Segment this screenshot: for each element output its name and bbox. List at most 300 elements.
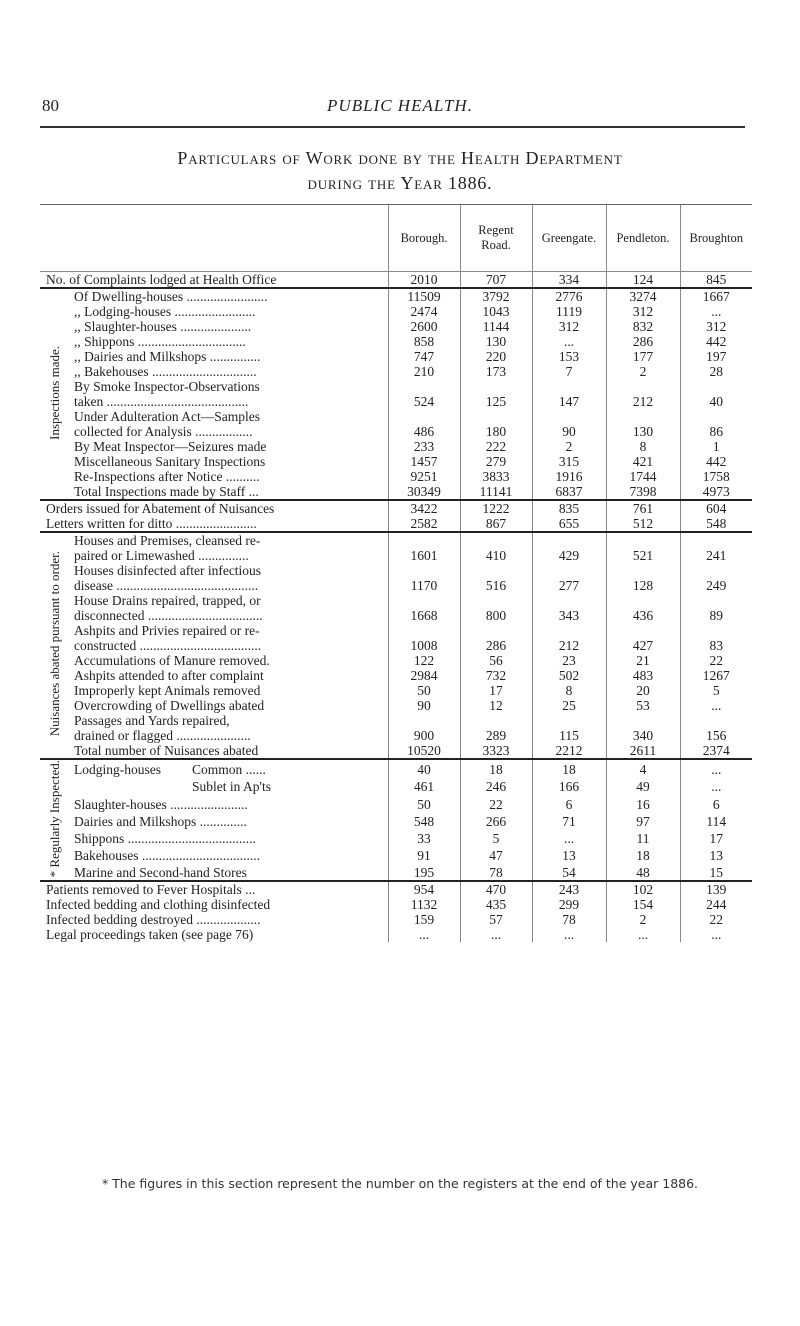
cell-value: 6 — [680, 794, 752, 811]
cell-value: 867 — [460, 516, 532, 532]
cell-value: 2776 — [532, 288, 606, 304]
inspection-row — [40, 349, 752, 364]
cell-value: ... — [680, 927, 752, 942]
cell-value: 139 — [680, 881, 752, 897]
cell-value: 47 — [460, 846, 532, 863]
cell-value: 266 — [460, 812, 532, 829]
cell-value: 166 — [532, 777, 606, 794]
cell-value: 343 — [532, 608, 606, 623]
cell-value: 2212 — [532, 743, 606, 759]
cell-value: 2 — [532, 439, 606, 454]
header-blank — [40, 205, 388, 272]
section-side-label — [40, 759, 68, 881]
cell-value: 159 — [388, 912, 460, 927]
col-header-borough: Borough. — [388, 205, 460, 272]
cell-value: ... — [680, 698, 752, 713]
cell-value: 299 — [532, 897, 606, 912]
cell-value: 3422 — [388, 500, 460, 516]
row-label: ,, Bakehouses ............................... — [74, 364, 257, 379]
row-label: By Smoke Inspector-Observations — [74, 379, 260, 394]
cell-value — [532, 713, 606, 728]
footnote: * The figures in this section represent the number on the registers at the end of the year 1886. — [101, 1176, 699, 1191]
cell-value: 502 — [532, 668, 606, 683]
cell-value: 858 — [388, 334, 460, 349]
nuisance-row — [40, 698, 752, 713]
nuisance-row — [40, 653, 752, 668]
row-label: ,, Shippons ................................ — [74, 334, 246, 349]
row-label: Slaughter-houses ....................... — [74, 796, 248, 812]
cell-value: 442 — [680, 454, 752, 469]
inspection-row — [40, 469, 752, 484]
cell-value: 244 — [680, 897, 752, 912]
cell-value: 6837 — [532, 484, 606, 500]
cell-value: 195 — [388, 863, 460, 881]
cell-value: 40 — [388, 759, 460, 777]
running-head: PUBLIC HEALTH. — [327, 96, 473, 115]
cell-value — [388, 532, 460, 548]
cell-value — [680, 532, 752, 548]
column-header-row — [40, 205, 752, 272]
row-label: Ashpits attended to after complaint — [74, 668, 264, 683]
cell-value — [606, 563, 680, 578]
cell-value — [532, 623, 606, 638]
cell-value: 11 — [606, 829, 680, 846]
cell-value: 800 — [460, 608, 532, 623]
cell-value: 7 — [532, 364, 606, 379]
cell-value: 8 — [532, 683, 606, 698]
table-title-line2: during the Year 1886. — [307, 173, 493, 193]
cell-value: 50 — [388, 794, 460, 811]
cell-value — [460, 563, 532, 578]
cell-value: ... — [680, 777, 752, 794]
table-title-line1: Particulars of Work done by the Health Department — [177, 148, 623, 168]
cell-value: 1222 — [460, 500, 532, 516]
cell-value: 156 — [680, 728, 752, 743]
cell-value: 548 — [388, 812, 460, 829]
cell-value: ... — [532, 334, 606, 349]
cell-value: 91 — [388, 846, 460, 863]
row-label: Legal proceedings taken (see page 76) — [46, 927, 254, 943]
cell-value: 3792 — [460, 288, 532, 304]
cell-value: 147 — [532, 394, 606, 409]
cell-value: 90 — [388, 698, 460, 713]
section-vertical-label: Nuisances abated pursuant to order. — [46, 551, 62, 737]
cell-value — [388, 593, 460, 608]
cell-value — [532, 593, 606, 608]
cell-value: 25 — [532, 698, 606, 713]
cell-value: 1 — [680, 439, 752, 454]
regular-inspection-row — [40, 812, 752, 829]
cell-value: 28 — [680, 364, 752, 379]
cell-value: 5 — [680, 683, 752, 698]
cell-value: 421 — [606, 454, 680, 469]
cell-value: ... — [388, 927, 460, 942]
cell-value: 954 — [388, 881, 460, 897]
lodging-subtype-label: Common ...... — [192, 762, 266, 778]
cell-value: 1457 — [388, 454, 460, 469]
inspection-row — [40, 379, 752, 394]
nuisance-row — [40, 713, 752, 728]
cell-value: 2010 — [388, 272, 460, 289]
cell-value: 130 — [460, 334, 532, 349]
cell-value: 845 — [680, 272, 752, 289]
regular-inspection-row — [40, 794, 752, 811]
row-label: disconnected .................................. — [74, 608, 263, 623]
row-label: drained or flagged ...................... — [74, 728, 251, 743]
cell-value: 1043 — [460, 304, 532, 319]
table-body — [40, 272, 752, 943]
inspection-row — [40, 334, 752, 349]
cell-value: 6 — [532, 794, 606, 811]
cell-value: 153 — [532, 349, 606, 364]
cell-value: 2984 — [388, 668, 460, 683]
cell-value: 57 — [460, 912, 532, 927]
cell-value: 2 — [606, 364, 680, 379]
cell-value: 212 — [606, 394, 680, 409]
cell-value: 97 — [606, 812, 680, 829]
cell-value: 1119 — [532, 304, 606, 319]
cell-value: 180 — [460, 424, 532, 439]
row-label: Houses disinfected after infectious — [74, 563, 262, 578]
cell-value — [460, 593, 532, 608]
cell-value: 13 — [532, 846, 606, 863]
cell-value: 1144 — [460, 319, 532, 334]
cell-value: 243 — [532, 881, 606, 897]
cell-value: 4973 — [680, 484, 752, 500]
cell-value: 13 — [680, 846, 752, 863]
cell-value: 124 — [606, 272, 680, 289]
row-label: Miscellaneous Sanitary Inspections — [74, 454, 266, 469]
cell-value: 289 — [460, 728, 532, 743]
cell-value — [606, 713, 680, 728]
cell-value: 233 — [388, 439, 460, 454]
cell-value: 410 — [460, 548, 532, 563]
cell-value: 83 — [680, 638, 752, 653]
section-side-label — [40, 532, 68, 759]
cell-value: 53 — [606, 698, 680, 713]
cell-value: 40 — [680, 394, 752, 409]
cell-value: 2374 — [680, 743, 752, 759]
cell-value — [388, 379, 460, 394]
row-label: Accumulations of Manure removed. — [74, 653, 270, 668]
cell-value — [680, 563, 752, 578]
cell-value — [388, 713, 460, 728]
cell-value — [460, 532, 532, 548]
cell-value: 277 — [532, 578, 606, 593]
cell-value — [532, 409, 606, 424]
cell-value: 707 — [460, 272, 532, 289]
row-label: No. of Complaints lodged at Health Office — [40, 272, 388, 289]
cell-value — [532, 532, 606, 548]
inspection-row — [40, 288, 752, 304]
cell-value: 1132 — [388, 897, 460, 912]
cell-value — [680, 409, 752, 424]
nuisance-row — [40, 608, 752, 623]
cell-value: 18 — [532, 759, 606, 777]
row-label — [68, 759, 388, 777]
cell-value: 16 — [606, 794, 680, 811]
row-label: Patients removed to Fever Hospitals ... — [40, 881, 388, 897]
cell-value — [680, 713, 752, 728]
cell-value: ... — [532, 927, 606, 942]
inspection-row — [40, 454, 752, 469]
cell-value: 2 — [606, 912, 680, 927]
cell-value: ... — [460, 927, 532, 942]
orders-row — [40, 500, 752, 516]
cell-value: 246 — [460, 777, 532, 794]
row-label: Marine and Second-hand Stores — [74, 865, 247, 881]
cell-value: 48 — [606, 863, 680, 881]
cell-value: 11141 — [460, 484, 532, 500]
row-label: Improperly kept Animals removed — [74, 683, 261, 698]
cell-value: 128 — [606, 578, 680, 593]
cell-value: 33 — [388, 829, 460, 846]
cell-value: 10520 — [388, 743, 460, 759]
section-vertical-label: * Regularly Inspected. — [46, 760, 62, 878]
row-label: Overcrowding of Dwellings abated — [74, 698, 265, 713]
cell-value: 17 — [460, 683, 532, 698]
row-label: House Drains repaired, trapped, or — [74, 593, 261, 608]
section-vertical-label: Inspections made. — [46, 345, 62, 440]
inspection-row — [40, 439, 752, 454]
col-header-broughton: Broughton — [680, 205, 752, 272]
patients-row — [40, 881, 752, 897]
row-label: Total number of Nuisances abated — [74, 743, 259, 758]
row-label: Dairies and Milkshops .............. — [74, 813, 247, 829]
cell-value: 78 — [460, 863, 532, 881]
cell-value — [388, 623, 460, 638]
inspection-row — [40, 319, 752, 334]
cell-value — [680, 593, 752, 608]
row-label: Orders issued for Abatement of Nuisances — [40, 500, 388, 516]
cell-value: 173 — [460, 364, 532, 379]
row-label: ,, Slaughter-houses ..................... — [74, 319, 252, 334]
cell-value: ... — [532, 829, 606, 846]
cell-value: 102 — [606, 881, 680, 897]
header-rule — [40, 126, 745, 128]
cell-value: 1267 — [680, 668, 752, 683]
cell-value: 11509 — [388, 288, 460, 304]
row-label: Houses and Premises, cleansed re- — [68, 532, 388, 548]
cell-value: 2582 — [388, 516, 460, 532]
inspection-row — [40, 394, 752, 409]
row-label: Passages and Yards repaired, — [74, 713, 230, 728]
cell-value: 747 — [388, 349, 460, 364]
cell-value — [680, 623, 752, 638]
cell-value: 22 — [460, 794, 532, 811]
regular-inspection-row — [40, 829, 752, 846]
cell-value — [606, 379, 680, 394]
row-label: Infected bedding and clothing disinfected — [46, 897, 271, 913]
cell-value: 89 — [680, 608, 752, 623]
cell-value: 427 — [606, 638, 680, 653]
cell-value: 115 — [532, 728, 606, 743]
cell-value: 334 — [532, 272, 606, 289]
patients-row — [40, 927, 752, 942]
cell-value: 21 — [606, 653, 680, 668]
cell-value: 212 — [532, 638, 606, 653]
patients-row — [40, 912, 752, 927]
row-label: Bakehouses ................................... — [74, 847, 260, 863]
cell-value: 483 — [606, 668, 680, 683]
cell-value: 1668 — [388, 608, 460, 623]
cell-value: ... — [680, 759, 752, 777]
cell-value: 54 — [532, 863, 606, 881]
cell-value: 516 — [460, 578, 532, 593]
cell-value: 9251 — [388, 469, 460, 484]
orders-row — [40, 516, 752, 532]
cell-value: 220 — [460, 349, 532, 364]
cell-value: 1008 — [388, 638, 460, 653]
regular-inspection-row — [40, 759, 752, 777]
cell-value: 1758 — [680, 469, 752, 484]
cell-value: 154 — [606, 897, 680, 912]
cell-value — [460, 379, 532, 394]
cell-value: 125 — [460, 394, 532, 409]
row-label: Ashpits and Privies repaired or re- — [74, 623, 260, 638]
cell-value: 7398 — [606, 484, 680, 500]
cell-value: 436 — [606, 608, 680, 623]
cell-value: 17 — [680, 829, 752, 846]
cell-value: 71 — [532, 812, 606, 829]
cell-value: 604 — [680, 500, 752, 516]
cell-value: 22 — [680, 912, 752, 927]
regular-inspection-row — [40, 863, 752, 881]
cell-value: 3274 — [606, 288, 680, 304]
cell-value: 49 — [606, 777, 680, 794]
row-label: constructed .................................... — [74, 638, 262, 653]
cell-value: 832 — [606, 319, 680, 334]
inspection-row — [40, 409, 752, 424]
row-label: Shippons ...................................... — [74, 830, 256, 846]
cell-value: 521 — [606, 548, 680, 563]
row-label: By Meat Inspector—Seizures made — [74, 439, 267, 454]
col-header-regent-road: Regent Road. — [460, 205, 532, 272]
row-label: Re-Inspections after Notice .......... — [74, 469, 260, 484]
row-label: Under Adulteration Act—Samples — [74, 409, 260, 424]
nuisance-row — [40, 548, 752, 563]
cell-value: 90 — [532, 424, 606, 439]
cell-value: 312 — [680, 319, 752, 334]
cell-value: 241 — [680, 548, 752, 563]
cell-value: 312 — [532, 319, 606, 334]
cell-value: 1667 — [680, 288, 752, 304]
cell-value: 50 — [388, 683, 460, 698]
cell-value: 900 — [388, 728, 460, 743]
inspection-row — [40, 364, 752, 379]
row-label: Total Inspections made by Staff ... — [74, 484, 259, 499]
cell-value — [388, 409, 460, 424]
cell-value: 122 — [388, 653, 460, 668]
cell-value: 30349 — [388, 484, 460, 500]
cell-value — [460, 623, 532, 638]
row-label: disease .......................................... — [74, 578, 259, 593]
cell-value: 732 — [460, 668, 532, 683]
cell-value: 197 — [680, 349, 752, 364]
cell-value: 761 — [606, 500, 680, 516]
cell-value — [460, 713, 532, 728]
nuisance-row — [40, 563, 752, 578]
cell-value: 23 — [532, 653, 606, 668]
nuisance-row — [40, 593, 752, 608]
cell-value: 315 — [532, 454, 606, 469]
cell-value: 249 — [680, 578, 752, 593]
cell-value: 835 — [532, 500, 606, 516]
cell-value — [606, 532, 680, 548]
health-work-table — [40, 204, 752, 942]
cell-value — [606, 409, 680, 424]
cell-value: 130 — [606, 424, 680, 439]
cell-value: 56 — [460, 653, 532, 668]
cell-value: 22 — [680, 653, 752, 668]
cell-value — [532, 379, 606, 394]
col-header-pendleton: Pendleton. — [606, 205, 680, 272]
cell-value: 222 — [460, 439, 532, 454]
cell-value: 78 — [532, 912, 606, 927]
row-label — [68, 777, 388, 794]
cell-value: 20 — [606, 683, 680, 698]
cell-value: 286 — [606, 334, 680, 349]
cell-value — [680, 379, 752, 394]
cell-value: 86 — [680, 424, 752, 439]
cell-value: 15 — [680, 863, 752, 881]
cell-value: 3323 — [460, 743, 532, 759]
cell-value: 12 — [460, 698, 532, 713]
cell-value: 114 — [680, 812, 752, 829]
row-label: collected for Analysis ................. — [74, 424, 253, 439]
row-label: taken .......................................... — [74, 394, 249, 409]
cell-value: 655 — [532, 516, 606, 532]
complaints-row — [40, 272, 752, 289]
lodging-subtype-label: Sublet in Ap'ts — [192, 779, 271, 795]
cell-value: 18 — [460, 759, 532, 777]
cell-value: 286 — [460, 638, 532, 653]
cell-value: 524 — [388, 394, 460, 409]
col-header-greengate: Greengate. — [532, 205, 606, 272]
section-side-label — [40, 288, 68, 500]
cell-value: 2600 — [388, 319, 460, 334]
nuisance-row — [40, 638, 752, 653]
cell-value: 512 — [606, 516, 680, 532]
nuisance-row — [40, 668, 752, 683]
cell-value: 8 — [606, 439, 680, 454]
inspections-total-row — [40, 484, 752, 500]
cell-value — [606, 593, 680, 608]
cell-value: 548 — [680, 516, 752, 532]
cell-value: 312 — [606, 304, 680, 319]
inspection-row — [40, 424, 752, 439]
cell-value: 1916 — [532, 469, 606, 484]
cell-value — [532, 563, 606, 578]
page-number: 80 — [42, 96, 59, 115]
regular-inspection-row — [40, 846, 752, 863]
cell-value: 442 — [680, 334, 752, 349]
row-label: paired or Limewashed ............... — [74, 548, 249, 563]
row-label: ,, Lodging-houses ........................ — [74, 304, 256, 319]
inspection-row — [40, 304, 752, 319]
cell-value: 2611 — [606, 743, 680, 759]
cell-value: 5 — [460, 829, 532, 846]
cell-value: 340 — [606, 728, 680, 743]
nuisance-row — [40, 623, 752, 638]
cell-value — [606, 623, 680, 638]
cell-value: 470 — [460, 881, 532, 897]
cell-value: 177 — [606, 349, 680, 364]
cell-value: 1170 — [388, 578, 460, 593]
cell-value: 461 — [388, 777, 460, 794]
cell-value: 429 — [532, 548, 606, 563]
cell-value: ... — [606, 927, 680, 942]
